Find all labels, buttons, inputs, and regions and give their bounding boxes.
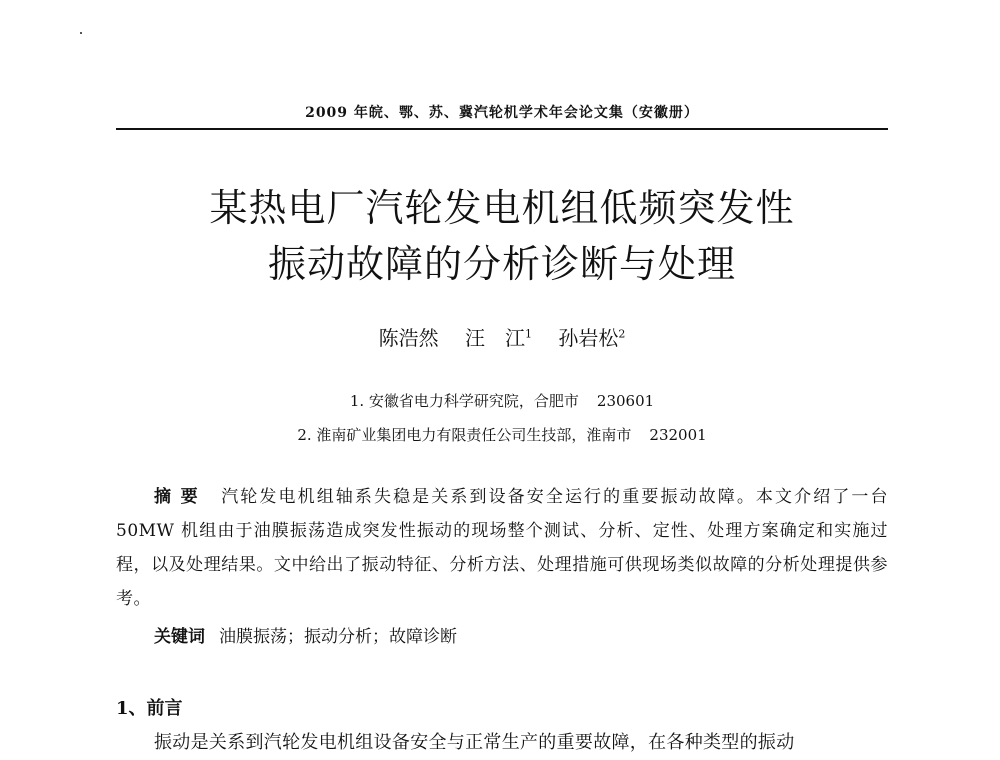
title-line-2: 振动故障的分析诊断与处理 — [267, 242, 736, 286]
affiliation-1 — [116, 390, 888, 411]
affiliation-text: 2. 淮南矿业集团电力有限责任公司生技部，淮南市 — [297, 426, 632, 444]
affiliation-text: 1. 安徽省电力科学研究院，合肥市 — [349, 392, 579, 410]
abstract-text: 汽轮发电机组轴系失稳是关系到设备安全运行的重要振动故障。本文介绍了一台 50MW 机组由于油膜振荡造成突发性振动的现场整个测试、分析、定性、处理方案确定和实施过程，以及处理结果。文中给出了振动特征、分析方法、处理措施可供现场类似故障的分析处理提供参考。 — [116, 487, 889, 609]
keywords-label: 关键词 — [154, 627, 205, 647]
author-3 — [558, 326, 625, 350]
abstract — [116, 480, 888, 616]
postal-code: 232001 — [649, 426, 707, 444]
author-affil-mark: 2 — [618, 327, 626, 341]
postal-code: 230601 — [596, 392, 655, 410]
keywords — [154, 622, 457, 647]
scan-speck — [80, 32, 82, 34]
author-name: 汪 江 — [465, 326, 525, 350]
keywords-text: 油膜振荡；振动分析；故障诊断 — [219, 627, 457, 647]
abstract-label: 摘要 — [154, 487, 208, 507]
running-header: 2009 年皖、鄂、苏、冀汽轮机学术年会论文集（安徽册） — [305, 105, 699, 121]
author-2 — [465, 326, 532, 350]
body-paragraph-line: 振动是关系到汽轮发电机组设备安全与正常生产的重要故障，在各种类型的振动 — [154, 732, 795, 753]
paper-title — [116, 180, 888, 292]
author-affil-mark: 1 — [525, 327, 532, 341]
author-name: 孙岩松 — [558, 326, 619, 350]
title-line-1: 某热电厂汽轮发电机组低频突发性 — [209, 186, 795, 230]
affiliation-2 — [116, 424, 888, 445]
header-rule — [116, 128, 888, 130]
author-list — [116, 322, 888, 351]
author-name: 陈浩然 — [378, 326, 439, 350]
section-heading: 1、前言 — [116, 698, 183, 719]
author-1 — [379, 326, 439, 350]
